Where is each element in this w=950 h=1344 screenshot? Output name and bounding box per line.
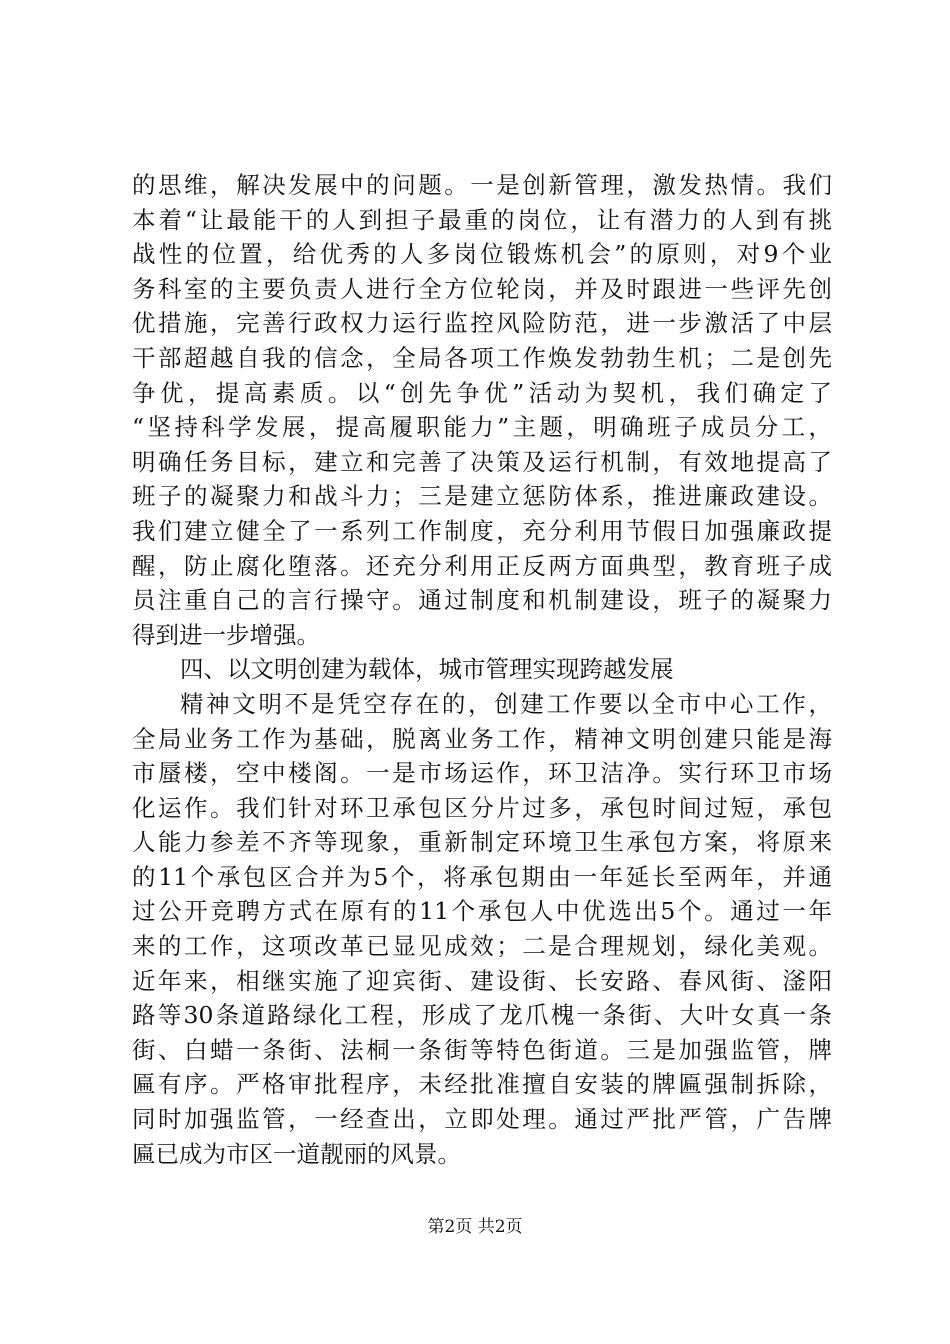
text-line: 全局业务工作为基础，脱离业务工作，精神文明创建只能是海 xyxy=(132,724,832,753)
text-line: 过公开竞聘方式在原有的11个承包人中优选出5个。通过一年 xyxy=(132,897,832,926)
text-line: 的思维，解决发展中的问题。一是创新管理，激发热情。我们 xyxy=(132,171,832,199)
text-line: “坚持科学发展，提高履职能力”主题，明确班子成员分工， xyxy=(132,413,832,442)
text-line: 醒，防止腐化堕落。还充分利用正反两方面典型，教育班子成 xyxy=(132,551,832,580)
text-line: 班子的凝聚力和战斗力；三是建立惩防体系，推进廉政建设。 xyxy=(132,482,832,511)
text-line: 明确任务目标，建立和完善了决策及运行机制，有效地提高了 xyxy=(132,447,832,476)
text-line: 路等30条道路绿化工程，形成了龙爪槐一条街、大叶女真一条 xyxy=(132,1001,832,1030)
text-line: 本着“让最能干的人到担子最重的岗位，让有潜力的人到有挑 xyxy=(132,205,832,234)
page-number: 第2页 共2页 xyxy=(427,1217,523,1237)
text-line: 匾已成为市区一道靓丽的风景。 xyxy=(132,1139,461,1168)
text-line: 优措施，完善行政权力运行监控风险防范，进一步激活了中层 xyxy=(132,309,832,338)
paragraph-first-line: 精神文明不是凭空存在的，创建工作要以全市中心工作， xyxy=(180,689,832,718)
text-line: 干部超越自我的信念，全局各项工作焕发勃勃生机；二是创先 xyxy=(132,343,832,372)
text-line: 争优，提高素质。以“创先争优”活动为契机，我们确定了 xyxy=(132,378,832,407)
section-heading: 四、以文明创建为载体，城市管理实现跨越发展 xyxy=(180,655,674,684)
text-line: 的11个承包区合并为5个，将承包期由一年延长至两年，并通 xyxy=(132,862,832,891)
text-line: 匾有序。严格审批程序，未经批准擅自安装的牌匾强制拆除， xyxy=(132,1070,832,1099)
text-line: 人能力参差不齐等现象，重新制定环境卫生承包方案，将原来 xyxy=(132,828,832,857)
text-line: 务科室的主要负责人进行全方位轮岗，并及时跟进一些评先创 xyxy=(132,274,832,303)
text-line: 来的工作，这项改革已显见成效；二是合理规划，绿化美观。 xyxy=(132,932,832,961)
text-line: 街、白蜡一条街、法桐一条街等特色街道。三是加强监管，牌 xyxy=(132,1035,832,1064)
text-line: 我们建立健全了一系列工作制度，充分利用节假日加强廉政提 xyxy=(132,516,832,545)
text-line: 战性的位置，给优秀的人多岗位锻炼机会”的原则，对9个业 xyxy=(132,240,832,269)
text-line: 得到进一步增强。 xyxy=(132,620,320,649)
text-line: 市蜃楼，空中楼阁。一是市场运作，环卫洁净。实行环卫市场 xyxy=(132,759,832,788)
text-line: 近年来，相继实施了迎宾街、建设街、长安路、春风街、滏阳 xyxy=(132,966,832,995)
page-footer xyxy=(0,1216,950,1238)
text-line: 化运作。我们针对环卫承包区分片过多，承包时间过短，承包 xyxy=(132,793,832,822)
text-line: 同时加强监管，一经查出，立即处理。通过严批严管，广告牌 xyxy=(132,1105,832,1134)
text-line: 员注重自己的言行操守。通过制度和机制建设，班子的凝聚力 xyxy=(132,586,832,615)
document-body xyxy=(132,168,832,1171)
